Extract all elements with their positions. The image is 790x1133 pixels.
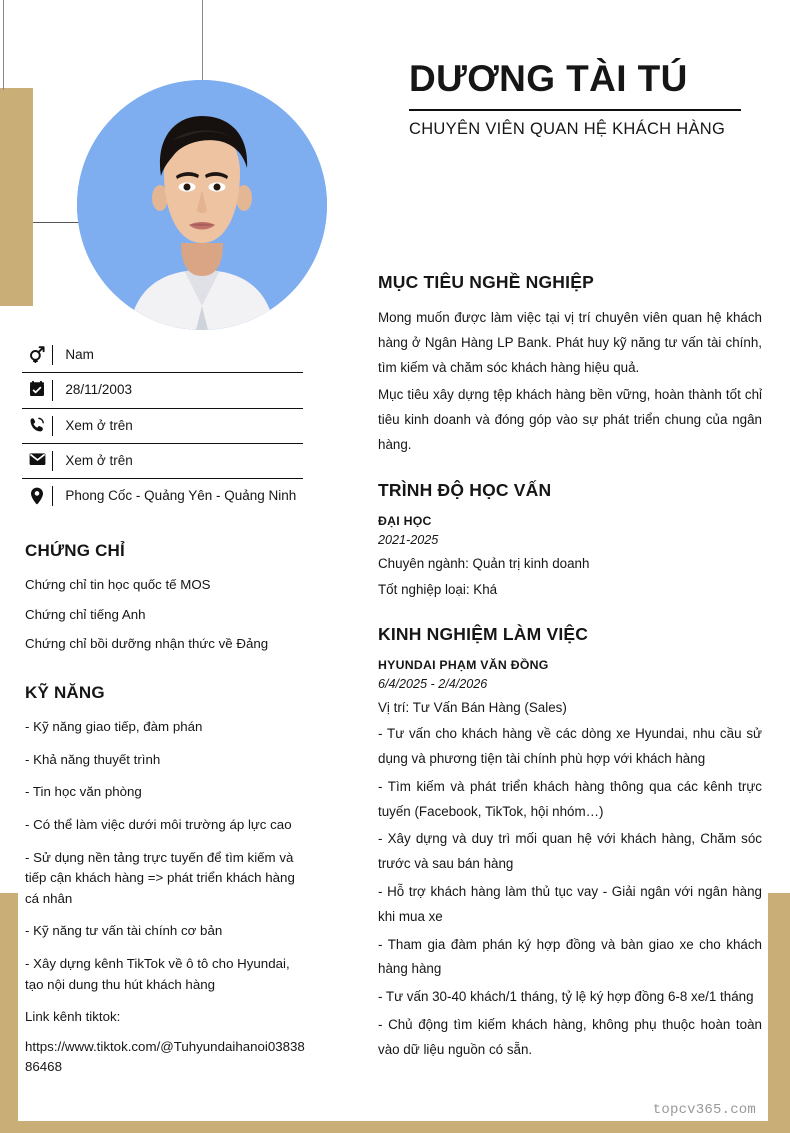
calendar-icon [22,380,52,397]
contact-divider [52,416,53,436]
experience-company: HYUNDAI PHẠM VĂN ĐỒNG [378,658,549,673]
experience-bullet: - Tham gia đàm phán ký hợp đồng và bàn giao xe cho khách hàng hàng [378,936,762,977]
contact-divider [52,451,53,471]
contact-value-gender: Nam [65,347,94,362]
list-item: - Sử dụng nền tảng trực tuyến để tìm kiếm và tiếp cận khách hàng => phát triển khách hàng cá nhân [25,849,295,906]
experience-period: 6/4/2025 - 2/4/2026 [378,677,488,692]
contact-divider [52,345,53,365]
experience-bullet: - Xây dựng và duy trì mối quan hệ với khách hàng, Chăm sóc trước và sau bán hàng [378,831,762,872]
section-title-objective: MỤC TIÊU NGHỀ NGHIỆP [378,272,594,292]
objective-paragraph: Mục tiêu xây dựng tệp khách hàng bền vững, hoàn thành tốt chỉ tiêu kinh doanh và đóng góp vào sự phát triển chung của ngân hàng. [378,387,762,452]
phone-icon [22,416,52,433]
list-item: Chứng chỉ bồi dưỡng nhận thức về Đảng [25,636,269,652]
contact-value-email: Xem ở trên [65,452,133,468]
education-major: Chuyên ngành: Quản trị kinh doanh [378,555,590,571]
gender-icon [22,345,52,363]
list-item: - Kỹ năng giao tiếp, đàm phán [25,719,203,735]
education-level: ĐẠI HỌC [378,513,432,528]
section-title-certificates: CHỨNG CHỈ [25,541,125,561]
experience-bullet: - Tìm kiếm và phát triển khách hàng thông qua các kênh trực tuyến (Facebook, TikTok, hội nhóm…) [378,778,762,819]
contact-item-address [22,479,303,513]
section-title-experience: KINH NGHIỆM LÀM VIỆC [378,624,589,645]
experience-bullet: - Tư vấn cho khách hàng về các dòng xe Hyundai, nhu cầu sử dụng và phương tiện tài chính phù hợp với khách hàng [378,726,762,766]
list-item: - Xây dựng kênh TikTok về ô tô cho Hyundai, tạo nội dung thu hút khách hàng [25,955,290,992]
list-item: Link kênh tiktok: [25,1009,121,1025]
skill-list [22,717,307,1078]
email-icon [22,451,52,466]
list-item: Chứng chỉ tin học quốc tế MOS [25,577,211,593]
contact-item-birthdate [22,373,303,408]
contact-list [22,338,303,513]
list-item: - Kỹ năng tư vấn tài chính cơ bản [25,923,223,939]
decor-vertical-line-left [3,0,4,90]
portrait-illustration [77,80,327,330]
section-title-skills: KỸ NĂNG [25,683,105,703]
right-column [378,272,762,1066]
decor-tan-bar-top-left [0,88,33,306]
watermark: topcv365.com [652,1102,756,1118]
contact-item-email [22,444,303,479]
list-item: - Tin học văn phòng [25,784,142,800]
contact-divider [52,380,53,400]
contact-item-phone [22,409,303,444]
objective-paragraph: Mong muốn được làm việc tại vị trí chuyên viên quan hệ khách hàng ở Ngân Hàng LP Bank. Phát huy kỹ năng tư vấn tài chính, tìm kiếm và chăm sóc khách hàng hiệu quả. [378,310,762,375]
contact-value-phone: Xem ở trên [65,417,133,433]
education-period: 2021-2025 [378,532,439,547]
experience-position: Vị trí: Tư Vấn Bán Hàng (Sales) [378,700,567,716]
list-item: - Có thể làm việc dưới môi trường áp lực cao [25,816,292,832]
job-title: CHUYÊN VIÊN QUAN HỆ KHÁCH HÀNG [409,120,726,139]
decor-tan-band-bottom [0,1121,790,1133]
education-grade: Tốt nghiệp loại: Khá [378,581,498,597]
tiktok-link[interactable]: https://www.tiktok.com/@Tuhyundaihanoi0383886468 [25,1038,305,1075]
contact-divider [52,486,53,506]
decor-tan-bar-right [768,893,790,1133]
experience-bullet: - Tư vấn 30-40 khách/1 tháng, tỷ lệ ký hợp đồng 6-8 xe/1 tháng [378,989,754,1005]
contact-value-address: Phong Cốc - Quảng Yên - Quảng Ninh [65,488,297,503]
list-item: Chứng chỉ tiếng Anh [25,606,146,622]
contact-item-gender [22,338,303,373]
page-title: DƯƠNG TÀI TÚ [409,58,688,99]
section-title-education: TRÌNH ĐỘ HỌC VẤN [378,479,552,500]
list-item: - Khả năng thuyết trình [25,751,161,767]
experience-bullet: - Hỗ trợ khách hàng làm thủ tục vay - Giải ngân với ngân hàng khi mua xe [378,883,762,924]
location-icon [22,486,52,505]
left-column [22,338,307,1090]
cv-header [409,58,761,139]
profile-photo [77,80,327,330]
contact-value-birthdate: 28/11/2003 [65,382,132,398]
decor-tan-bar-bottom-left [0,893,18,1133]
title-divider [409,109,741,111]
certificate-list [22,575,307,655]
experience-bullet: - Chủ động tìm kiếm khách hàng, không phụ thuộc hoàn toàn vào dữ liệu nguồn có sẵn. [378,1016,762,1057]
